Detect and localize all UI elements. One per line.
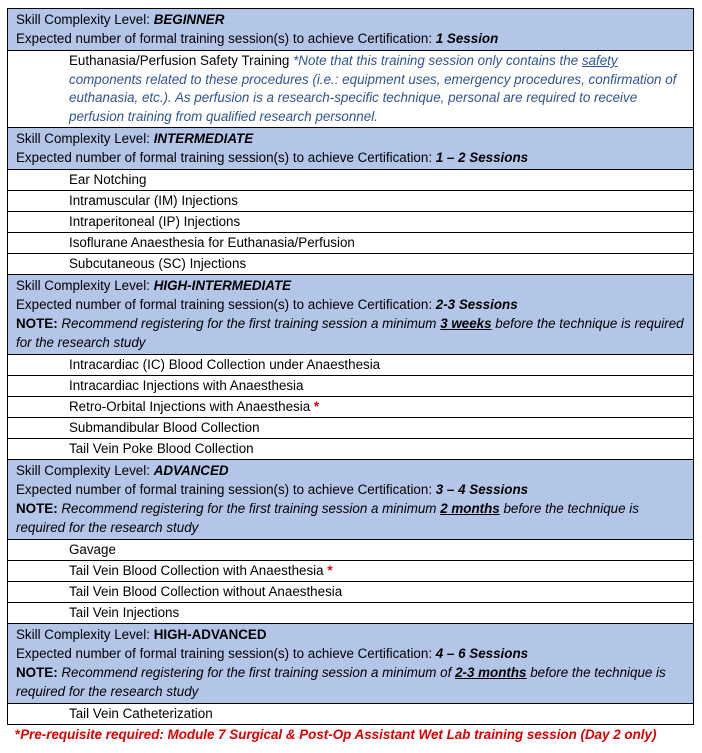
- table-row: [7, 704, 694, 725]
- sessions-label: Expected number of formal training session(s) to achieve Certification:: [16, 646, 436, 661]
- complexity-level-line: [16, 10, 685, 29]
- level-value: INTERMEDIATE: [153, 131, 254, 146]
- section-header-high-advanced: [7, 624, 694, 704]
- registration-note: [16, 663, 685, 701]
- technique-label: Intracardiac Injections with Anaesthesia: [69, 378, 304, 393]
- note-label: NOTE:: [16, 501, 58, 516]
- note-text: before the technique is required for the research study: [16, 501, 639, 535]
- sessions-label: Expected number of formal training session(s) to achieve Certification:: [16, 31, 436, 46]
- footnote-text: Pre-requisite required: Module 7 Surgical & Post-Op Assistant Wet Lab training session (Day 2 only): [20, 727, 657, 742]
- table-row: [7, 376, 694, 397]
- prerequisite-marker: *: [313, 399, 320, 414]
- sessions-line: [16, 148, 685, 167]
- technique-label: Tail Vein Poke Blood Collection: [69, 441, 254, 456]
- note-text: Recommend registering for the first training session a minimum: [57, 316, 441, 331]
- technique-label: Isoflurane Anaesthesia for Euthanasia/Perfusion: [69, 235, 355, 250]
- sessions-value: 4 – 6 Sessions: [435, 646, 529, 661]
- table-row: [7, 439, 694, 460]
- level-value: BEGINNER: [153, 12, 225, 27]
- note-text: Recommend registering for the first training session a minimum: [57, 501, 441, 516]
- section-header-beginner: [7, 9, 694, 51]
- section-header-high-intermediate: [7, 275, 694, 355]
- sessions-label: Expected number of formal training session(s) to achieve Certification:: [16, 150, 436, 165]
- technique-label: Intracardiac (IC) Blood Collection under Anaesthesia: [69, 357, 381, 372]
- sessions-line: [16, 644, 685, 663]
- training-table: [7, 8, 694, 725]
- technique-label: Tail Vein Injections: [69, 605, 180, 620]
- technique-label: Intraperitoneal (IP) Injections: [69, 214, 241, 229]
- prerequisite-marker: *: [15, 727, 21, 742]
- sessions-value: 2-3 Sessions: [435, 297, 518, 312]
- table-row: [7, 418, 694, 439]
- note-lead-time: 2 months: [440, 501, 500, 516]
- table-row: [7, 582, 694, 603]
- table-row: [7, 212, 694, 233]
- complexity-level-line: [16, 129, 685, 148]
- table-row: [7, 355, 694, 376]
- table-row: [7, 603, 694, 624]
- note-text: before the technique is required for the research study: [16, 316, 684, 350]
- technique-label: Tail Vein Blood Collection without Anaesthesia: [69, 584, 343, 599]
- sessions-line: [16, 480, 685, 499]
- level-label: Skill Complexity Level:: [16, 131, 154, 146]
- level-value: HIGH-ADVANCED: [153, 627, 267, 642]
- registration-note: [16, 499, 685, 537]
- technique-label: Ear Notching: [69, 172, 147, 187]
- safety-note-part: components related to these procedures (i.e.: equipment uses, emergency procedures, confirmation of euthanasia, etc.). As perfusion is a research-specific technique, personal are required to receive perfusion training from qualified research personnel.: [69, 71, 677, 124]
- technique-label: Intramuscular (IM) Injections: [69, 193, 238, 208]
- section-header-intermediate: [7, 128, 694, 170]
- table-row: [7, 397, 694, 418]
- table-row: [7, 51, 694, 128]
- technique-label: Retro-Orbital Injections with Anaesthesia: [69, 399, 314, 414]
- technique-label: Tail Vein Catheterization: [69, 706, 213, 721]
- sessions-value: 1 – 2 Sessions: [435, 150, 529, 165]
- registration-note: [16, 314, 685, 352]
- note-lead-time: 3 weeks: [440, 316, 492, 331]
- note-lead-time: 2-3 months: [455, 665, 527, 680]
- level-label: Skill Complexity Level:: [16, 463, 154, 478]
- level-label: Skill Complexity Level:: [16, 627, 154, 642]
- note-text: Recommend registering for the first training session a minimum of: [57, 665, 456, 680]
- level-value: HIGH-INTERMEDIATE: [153, 278, 292, 293]
- note-text: before the technique is required for the research study: [16, 665, 666, 699]
- prerequisite-footnote: [15, 727, 656, 742]
- sessions-label: Expected number of formal training session(s) to achieve Certification:: [16, 482, 436, 497]
- section-header-advanced: [7, 460, 694, 540]
- level-value: ADVANCED: [153, 463, 229, 478]
- level-label: Skill Complexity Level:: [16, 12, 154, 27]
- table-row: [7, 170, 694, 191]
- complexity-level-line: [16, 276, 685, 295]
- sessions-value: 3 – 4 Sessions: [435, 482, 529, 497]
- table-row: [7, 233, 694, 254]
- sessions-value: 1 Session: [435, 31, 499, 46]
- safety-note-underlined: safety: [581, 53, 618, 68]
- sessions-label: Expected number of formal training session(s) to achieve Certification:: [16, 297, 436, 312]
- table-row: [7, 191, 694, 212]
- level-label: Skill Complexity Level:: [16, 278, 154, 293]
- table-row: [7, 561, 694, 582]
- safety-note-part: *Note that this training session only contains the: [293, 53, 582, 68]
- technique-label: Subcutaneous (SC) Injections: [69, 256, 247, 271]
- technique-label: Submandibular Blood Collection: [69, 420, 260, 435]
- technique-label: Tail Vein Blood Collection with Anaesthesia: [69, 563, 328, 578]
- technique-label: Gavage: [69, 542, 116, 557]
- complexity-level-line: [16, 461, 685, 480]
- complexity-level-line: [16, 625, 685, 644]
- prerequisite-marker: *: [327, 563, 333, 578]
- table-row: [7, 254, 694, 275]
- table-row: [7, 540, 694, 561]
- sessions-line: [16, 29, 685, 48]
- note-label: NOTE:: [16, 665, 58, 680]
- technique-label: Euthanasia/Perfusion Safety Training: [69, 53, 294, 68]
- sessions-line: [16, 295, 685, 314]
- note-label: NOTE:: [16, 316, 58, 331]
